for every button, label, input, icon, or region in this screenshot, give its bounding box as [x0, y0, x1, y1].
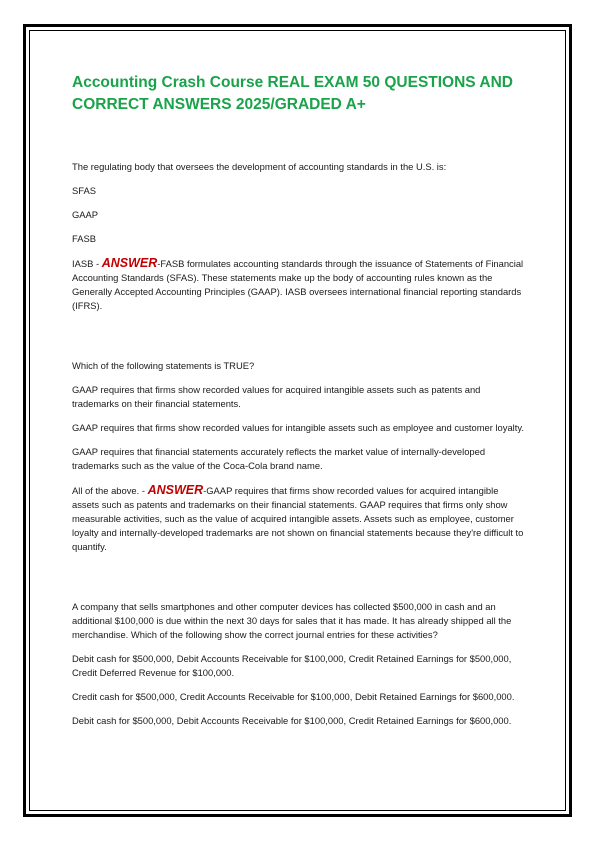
question-prompt: The regulating body that oversees the development of accounting standards in the U.S. is: [72, 161, 447, 172]
answer-option: GAAP requires that firms show recorded values for acquired intangible assets such as patents and trademarks on their financial statements. [72, 384, 481, 409]
answer-text: FASB formulates accounting standards through the issuance of Statements of Financial Accounting Standards (SFAS). These statements make up the body of accounting rules known as the Generally Accepted Accounting Principles (GAAP). IASB oversees international financial reporting standards (IFRS). [72, 258, 524, 311]
answer-option: FASB [72, 233, 96, 244]
question-prompt: Which of the following statements is TRUE? [72, 360, 255, 371]
question-block [72, 600, 524, 728]
question-block [72, 160, 524, 313]
last-option: All of the above. [72, 485, 140, 496]
answer-tag: ANSWER [147, 483, 204, 497]
last-option: IASB [72, 258, 94, 269]
answer-explanation: All of the above. - ANSWER-GAAP requires that firms show recorded values for acquired intangible assets such as patents and trademarks on their financial statements. GAAP requires that firms only show measurable activities, such as the value of acquired intangible assets. Assets such as employee, customer loyalty and internally-developed trademarks are not shown on financial statements because they're difficult to quantify. [72, 483, 524, 552]
answer-option: SFAS [72, 185, 96, 196]
question-prompt: A company that sells smartphones and other computer devices has collected $500,000 in cash and an additional $100,000 is due within the next 30 days for sales that it has made. It has already shipped all the merchandise. Which of the following show the correct journal entries for these activities? [72, 601, 512, 640]
answer-text: GAAP requires that firms show recorded values for acquired intangible assets such as patents and trademarks on their financial statements. GAAP requires that firms only show measurable activities, such as the value of acquired intangible assets. Assets such as employee, customer loyalty and internally-developed trademarks are not shown on financial statements because they're difficult to quantify. [72, 485, 524, 552]
answer-option: Debit cash for $500,000, Debit Accounts Receivable for $100,000, Credit Retained Earnings for $600,000. [72, 715, 512, 726]
document-content [72, 72, 524, 738]
answer-option: Debit cash for $500,000, Debit Accounts Receivable for $100,000, Credit Retained Earnings for $500,000, Credit Deferred Revenue for $100,000. [72, 653, 512, 678]
answer-option: Credit cash for $500,000, Credit Accounts Receivable for $100,000, Debit Retained Earnings for $600,000. [72, 691, 515, 702]
question-block [72, 359, 524, 554]
answer-option: GAAP requires that financial statements accurately reflects the market value of internally-developed trademarks such as the value of the Coca-Cola brand name. [72, 446, 486, 471]
answer-explanation: IASB - ANSWER-FASB formulates accounting standards through the issuance of Statements of Financial Accounting Standards (SFAS). These statements make up the body of accounting rules known as the Generally Accepted Accounting Principles (GAAP). IASB oversees international financial reporting standards (IFRS). [72, 256, 524, 311]
answer-option: GAAP [72, 209, 99, 220]
answer-option: GAAP requires that firms show recorded values for intangible assets such as employee and customer loyalty. [72, 422, 524, 433]
answer-tag: ANSWER [101, 256, 158, 270]
document-title: Accounting Crash Course REAL EXAM 50 QUESTIONS AND CORRECT ANSWERS 2025/GRADED A+ [72, 74, 513, 113]
